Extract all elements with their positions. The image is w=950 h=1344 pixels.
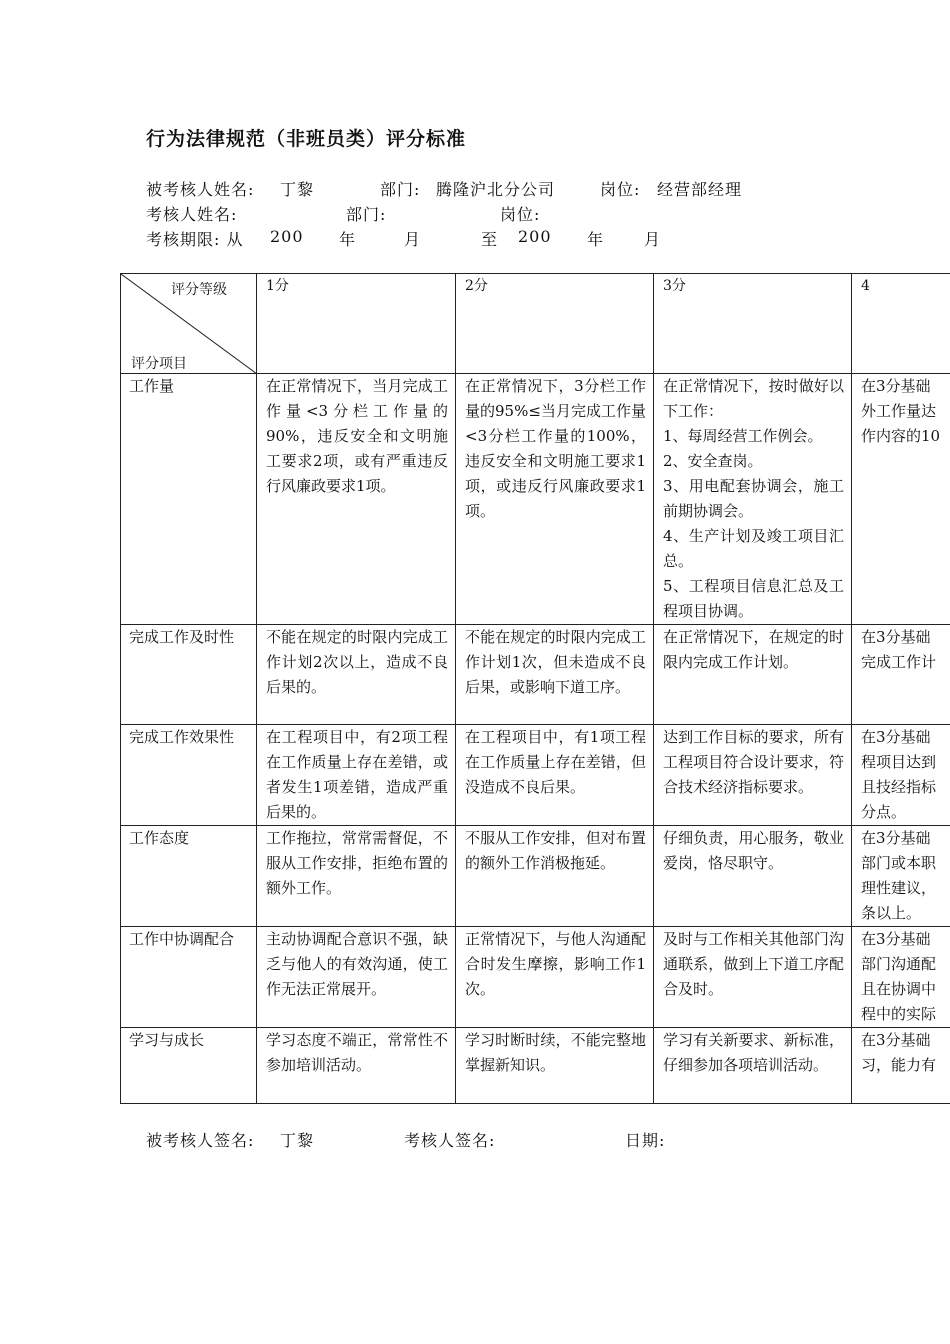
grade-header-3: 3分 xyxy=(654,274,852,374)
period-from-year: 200 xyxy=(270,227,304,246)
examinee-name: 丁黎 xyxy=(280,180,315,199)
period-to-month-char: 月 xyxy=(644,230,662,249)
table-cell: 在3分基础 部门沟通配 且在协调中 程中的实际 xyxy=(852,927,950,1028)
dept-value: 腾隆沪北分公司 xyxy=(436,180,556,199)
table-cell: 在正常情况下，在规定的时限内完成工作计划。 xyxy=(654,625,852,725)
row-item-label: 工作态度 xyxy=(121,826,257,927)
table-cell: 不服从工作安排，但对布置的额外工作消极拖延。 xyxy=(456,826,654,927)
examiner-post-label: 岗位: xyxy=(500,205,541,224)
grade-header-4: 4 xyxy=(852,274,950,374)
table-row xyxy=(121,374,950,625)
period-to-char: 至 xyxy=(481,230,499,249)
period-from-year-char: 年 xyxy=(339,230,357,249)
table-cell: 学习态度不端正，常常性不参加培训活动。 xyxy=(257,1028,456,1104)
grade-header-2: 2分 xyxy=(456,274,654,374)
table-row xyxy=(121,1028,950,1104)
corner-cell xyxy=(121,274,257,374)
table-cell: 在3分基础 完成工作计 xyxy=(852,625,950,725)
table-cell: 在工程项目中，有2项工程在工作质量上存在差错，或者发生1项差错，造成严重后果的。 xyxy=(257,725,456,826)
table-cell: 学习有关新要求、新标准，仔细参加各项培训活动。 xyxy=(654,1028,852,1104)
examiner-dept-label: 部门: xyxy=(346,205,387,224)
period-to-year-char: 年 xyxy=(587,230,605,249)
table-row xyxy=(121,927,950,1028)
row-item-label: 学习与成长 xyxy=(121,1028,257,1104)
scoring-table xyxy=(120,273,950,1104)
table-cell: 工作拖拉，常常需督促，不服从工作安排，拒绝布置的额外工作。 xyxy=(257,826,456,927)
examinee-signature-name: 丁黎 xyxy=(280,1131,315,1150)
post-label: 岗位: xyxy=(600,180,641,199)
period-to-year: 200 xyxy=(518,227,552,246)
grade-header-1: 1分 xyxy=(257,274,456,374)
corner-item-label: 评分项目 xyxy=(131,356,187,372)
table-cell: 在正常情况下，按时做好以下工作： 1、每周经营工作例会。 2、安全查岗。 3、用电配套协调会，施工前期协调会。 4、生产计划及竣工项目汇总。 5、工程项目信息汇总及工程项目协调。 xyxy=(654,374,852,625)
table-cell: 及时与工作相关其他部门沟通联系，做到上下道工序配合及时。 xyxy=(654,927,852,1028)
table-cell: 在工程项目中，有1项工程在工作质量上存在差错，但没造成不良后果。 xyxy=(456,725,654,826)
table-cell: 仔细负责，用心服务，敬业爱岗，恪尽职守。 xyxy=(654,826,852,927)
document-title: 行为法律规范（非班员类）评分标准 xyxy=(146,128,467,150)
table-cell: 主动协调配合意识不强，缺乏与他人的有效沟通，使工作无法正常展开。 xyxy=(257,927,456,1028)
table-cell: 在3分基础 部门或本职 理性建议， 条以上。 xyxy=(852,826,950,927)
table-row xyxy=(121,826,950,927)
post-value: 经营部经理 xyxy=(657,180,743,199)
examinee-label: 被考核人姓名: xyxy=(146,180,255,199)
table-cell: 在正常情况下，3分栏工作量的95%≤当月完成工作量<3分栏工作量的100%，违反安全和文明施工要求1项，或违反行风廉政要求1项。 xyxy=(456,374,654,625)
examinee-signature-label: 被考核人签名: xyxy=(146,1131,255,1150)
table-row xyxy=(121,725,950,826)
table-cell: 在3分基础 外工作量达 作内容的10 xyxy=(852,374,950,625)
table-cell: 达到工作目标的要求，所有工程项目符合设计要求，符合技术经济指标要求。 xyxy=(654,725,852,826)
period-from-month-char: 月 xyxy=(404,230,422,249)
date-label: 日期: xyxy=(625,1131,666,1150)
corner-level-label: 评分等级 xyxy=(171,282,227,298)
header-row xyxy=(121,274,950,374)
row-item-label: 工作量 xyxy=(121,374,257,625)
table-cell: 不能在规定的时限内完成工作计划1次，但未造成不良后果，或影响下道工序。 xyxy=(456,625,654,725)
table-cell: 正常情况下，与他人沟通配合时发生摩擦，影响工作1次。 xyxy=(456,927,654,1028)
table-cell: 在3分基础 程项目达到 且技经指标 分点。 xyxy=(852,725,950,826)
row-item-label: 工作中协调配合 xyxy=(121,927,257,1028)
dept-label: 部门: xyxy=(380,180,421,199)
row-item-label: 完成工作效果性 xyxy=(121,725,257,826)
table-cell: 不能在规定的时限内完成工作计划2次以上，造成不良后果的。 xyxy=(257,625,456,725)
table-row xyxy=(121,625,950,725)
table-cell: 在正常情况下，当月完成工作量<3分栏工作量的90%，违反安全和文明施工要求2项，或有严重违反行风廉政要求1项。 xyxy=(257,374,456,625)
table-cell: 学习时断时续，不能完整地掌握新知识。 xyxy=(456,1028,654,1104)
period-label: 考核期限: 从 xyxy=(146,230,244,249)
examiner-label: 考核人姓名: xyxy=(146,205,238,224)
examiner-signature-label: 考核人签名: xyxy=(404,1131,496,1150)
row-item-label: 完成工作及时性 xyxy=(121,625,257,725)
table-cell: 在3分基础 习，能力有 xyxy=(852,1028,950,1104)
